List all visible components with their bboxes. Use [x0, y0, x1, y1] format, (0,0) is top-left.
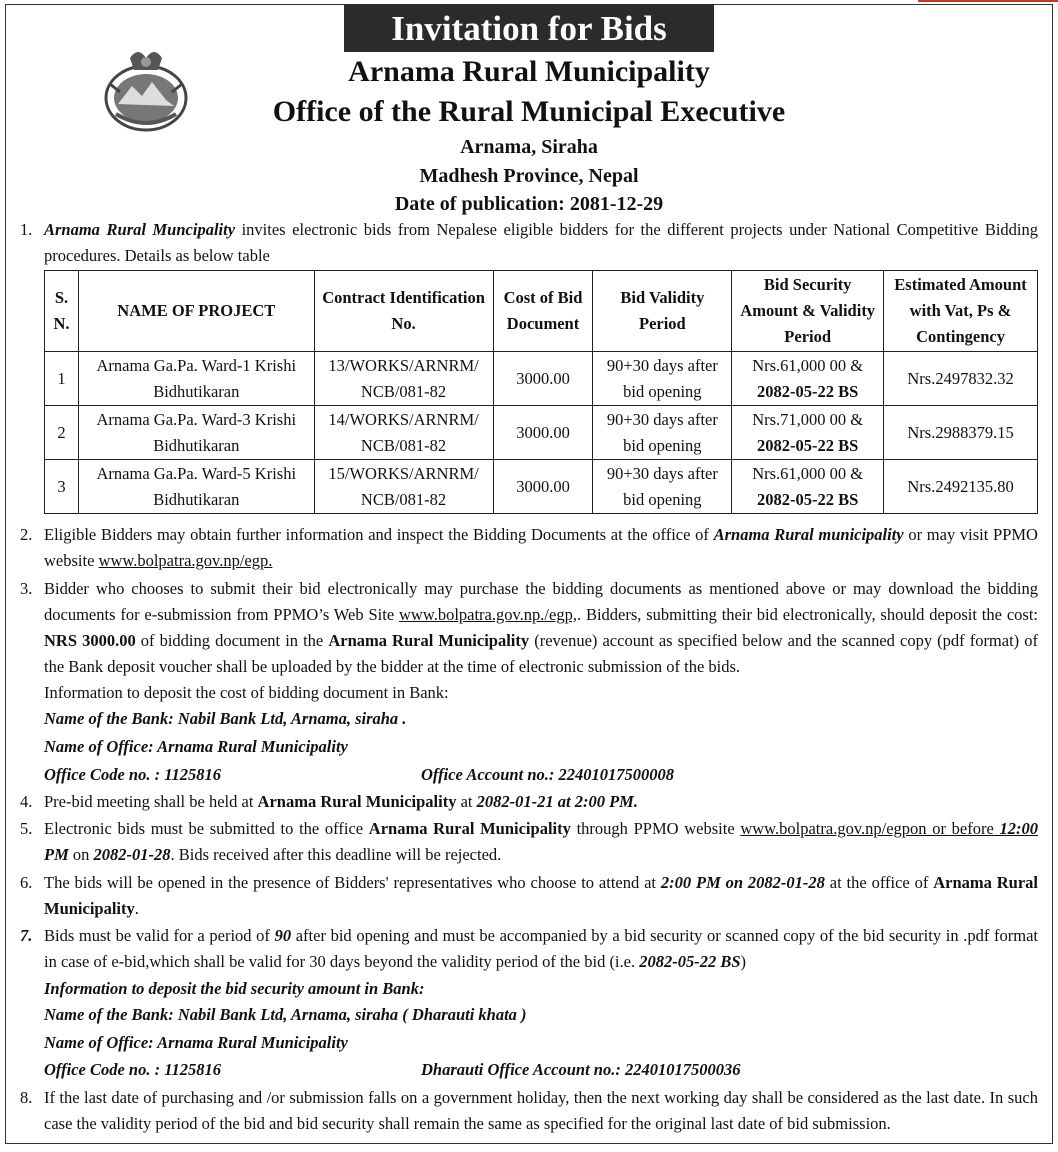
- pre-bid-datetime: 2082-01-21 at 2:00 PM.: [476, 792, 638, 811]
- item-2-body: Eligible Bidders may obtain further information and inspect the Bidding Documents at the office of: [44, 525, 714, 544]
- header-project: NAME OF PROJECT: [78, 271, 314, 352]
- bank-name: Name of the Bank: Nabil Bank Ltd, Arnama, siraha .: [44, 709, 407, 728]
- municipality-ref: Arnama Rural Municipality: [257, 792, 457, 811]
- cell-cost: 3000.00: [493, 352, 593, 406]
- cell-project: Arnama Ga.Pa. Ward-3 Krishi Bidhutikaran: [78, 406, 314, 460]
- cell-estimated: Nrs.2988379.15: [884, 406, 1038, 460]
- cell-sn: 3: [45, 460, 79, 514]
- item-number: 1.: [20, 220, 33, 239]
- table-row: [45, 406, 1038, 460]
- cell-sn: 2: [45, 406, 79, 460]
- item-6-body: The bids will be opened in the presence of Bidders' representatives who choose to attend at: [44, 873, 661, 892]
- item-7-body: Bids must be valid for a period of: [44, 926, 275, 945]
- cell-security: [732, 352, 884, 406]
- item-5-body: through PPMO website: [570, 819, 741, 838]
- cell-contract: 15/WORKS/ARNRM/ NCB/081-82: [314, 460, 493, 514]
- municipality-ref: Arnama Rural Municipality: [44, 873, 1038, 918]
- item-3-body: Bidder who chooses to submit their bid electronically may purchase the bidding documents as mentioned above or may download the bidding documents for e-submission from PPMO’s Web Site: [44, 579, 1038, 624]
- cell-estimated: Nrs.2497832.32: [884, 352, 1038, 406]
- item-3-body: . Bidders, submitting their bid electronically, should deposit the cost:: [576, 605, 1038, 624]
- cell-validity: 90+30 days after bid opening: [593, 406, 732, 460]
- header-validity: Bid Validity Period: [593, 271, 732, 352]
- corner-mark: [918, 0, 1058, 2]
- municipality-name: Arnama Rural Municipality: [348, 55, 710, 88]
- opening-datetime: 2:00 PM on 2082-01-28: [660, 873, 825, 892]
- item-1-body: invites electronic bids from Nepalese eligible bidders for the different projects under National Competitive Bidding procedures. Details as below table: [44, 220, 1038, 265]
- item-5-body: Electronic bids must be submitted to the office: [44, 819, 369, 838]
- province: Madhesh Province, Nepal: [419, 165, 639, 187]
- cell-sn: 1: [45, 352, 79, 406]
- security-amount: Nrs.61,000 00 &: [752, 463, 864, 483]
- cell-project: Arnama Ga.Pa. Ward-1 Krishi Bidhutikaran: [78, 352, 314, 406]
- item-8-text: If the last date of purchasing and /or submission falls on a government holiday, then the next working day shall be considered as the last date. In such case the validity period of the bid and bid security shall remain the same as specified for the original last date of bid submission.: [44, 1088, 1038, 1133]
- item-number: 7.: [20, 926, 33, 945]
- cell-project: Arnama Ga.Pa. Ward-5 Krishi Bidhutikaran: [78, 460, 314, 514]
- security-date: 2082-05-22 BS: [757, 381, 859, 401]
- item-3-body: of bidding document in the: [135, 631, 329, 650]
- item-3-text: [44, 576, 1038, 680]
- item-5-body: on: [68, 845, 94, 864]
- item-number: 3.: [20, 579, 33, 598]
- office-name-line: Name of Office: Arnama Rural Municipality: [44, 1033, 348, 1052]
- item-4-text: [44, 789, 1038, 815]
- item-6-body: .: [134, 899, 139, 918]
- item-number: 4.: [20, 792, 33, 811]
- validity-days: 90: [274, 926, 292, 945]
- municipality-ref: Arnama Rural Muncipality: [44, 220, 236, 239]
- security-validity-date: 2082-05-22 BS: [639, 952, 741, 971]
- item-number: 5.: [20, 819, 33, 838]
- item-2-body: or may visit PPMO website: [44, 525, 1038, 570]
- deadline-time: 12:00: [999, 819, 1039, 838]
- cell-validity: 90+30 days after bid opening: [593, 352, 732, 406]
- office-code: Office Code no. : 1125816: [44, 1060, 222, 1079]
- office-name: Office of the Rural Municipal Executive: [272, 95, 786, 128]
- bid-table: [44, 270, 1038, 514]
- office-name-line: Name of Office: Arnama Rural Municipality: [44, 737, 348, 756]
- cell-cost: 3000.00: [493, 460, 593, 514]
- security-date: 2082-05-22 BS: [757, 435, 859, 455]
- location: Arnama, Siraha: [460, 136, 598, 158]
- deadline-pm: PM: [44, 845, 69, 864]
- header-estimated: Estimated Amount with Vat, Ps & Contingency: [884, 271, 1038, 352]
- municipality-ref: Arnama Rural municipality: [713, 525, 904, 544]
- cell-cost: 3000.00: [493, 406, 593, 460]
- bid-document-cost: NRS 3000.00: [44, 631, 136, 650]
- municipality-ref: Arnama Rural Municipality: [328, 631, 530, 650]
- header-contract: Contract Identification No.: [314, 271, 493, 352]
- header-sn: S. N.: [45, 271, 79, 352]
- municipality-ref: Arnama Rural Municipality: [368, 819, 571, 838]
- ppmo-link[interactable]: www.bolpatra.gov.np/egp.: [98, 551, 273, 570]
- security-deposit-info: Information to deposit the bid security amount in Bank:: [44, 979, 425, 998]
- table-header-row: [45, 271, 1038, 352]
- cell-security: [732, 460, 884, 514]
- security-amount: Nrs.61,000 00 &: [752, 355, 864, 375]
- item-6-text: [44, 870, 1038, 922]
- ppmo-link[interactable]: www.bolpatra.gov.np/egpon or before: [740, 819, 1000, 838]
- office-code: Office Code no. : 1125816: [44, 765, 222, 784]
- office-account: Office Account no.: 22401017500008: [421, 765, 674, 784]
- cell-validity: 90+30 days after bid opening: [593, 460, 732, 514]
- item-4-body: Pre-bid meeting shall be held at: [44, 792, 258, 811]
- item-5-body: . Bids received after this deadline will be rejected.: [170, 845, 502, 864]
- item-3-body: (revenue) account as specified below and the scanned copy (pdf format) of the Bank deposit voucher shall be uploaded by the bidder at the time of electronic submission of the bids.: [44, 631, 1038, 676]
- publication-date: Date of publication: 2081-12-29: [394, 193, 664, 215]
- bank-name: Name of the Bank: Nabil Bank Ltd, Arnama, siraha ( Dharauti khata ): [44, 1005, 527, 1024]
- deadline-date: 2082-01-28: [93, 845, 171, 864]
- security-date: 2082-05-22 BS: [757, 489, 859, 509]
- item-5-text: [44, 816, 1038, 868]
- item-2-text: [44, 522, 1038, 574]
- ppmo-link[interactable]: www.bolpatra.gov.np./egp,: [399, 605, 577, 624]
- table-row: [45, 460, 1038, 514]
- item-7-text: [44, 923, 1038, 975]
- cell-contract: 13/WORKS/ARNRM/ NCB/081-82: [314, 352, 493, 406]
- deposit-info: Information to deposit the cost of bidding document in Bank:: [44, 683, 449, 702]
- cell-estimated: Nrs.2492135.80: [884, 460, 1038, 514]
- cell-security: [732, 406, 884, 460]
- item-7-body: after bid opening and must be accompanied by a bid security or scanned copy of the bid security in .pdf format in case of e-bid,which shall be valid for 30 days beyond the validity period of the bid (i.e.: [44, 926, 1038, 971]
- table-row: [45, 352, 1038, 406]
- cell-contract: 14/WORKS/ARNRM/ NCB/081-82: [314, 406, 493, 460]
- item-number: 6.: [20, 873, 33, 892]
- item-number: 2.: [20, 525, 33, 544]
- dharauti-account: Dharauti Office Account no.: 22401017500036: [421, 1060, 741, 1079]
- security-amount: Nrs.71,000 00 &: [752, 409, 864, 429]
- item-4-body: at: [456, 792, 477, 811]
- header-security: Bid Security Amount & Validity Period: [732, 271, 884, 352]
- banner-title: Invitation for Bids: [344, 4, 714, 52]
- item-1-text: [44, 217, 1038, 269]
- item-number: 8.: [20, 1088, 33, 1107]
- item-7-body: ): [740, 952, 747, 971]
- header-cost: Cost of Bid Document: [493, 271, 593, 352]
- item-6-body: at the office of: [824, 873, 934, 892]
